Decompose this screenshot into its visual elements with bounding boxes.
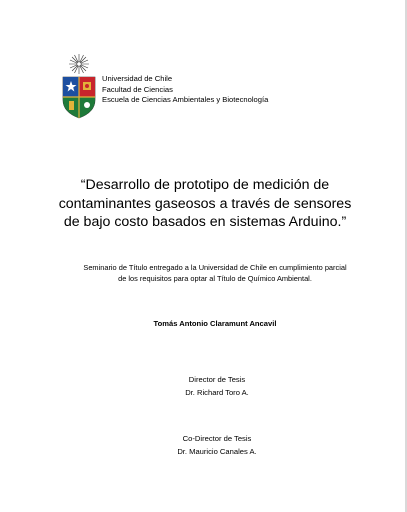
thesis-title bbox=[40, 176, 370, 232]
seminar-statement bbox=[40, 263, 390, 284]
institution-header bbox=[102, 74, 268, 106]
school-name: Escuela de Ciencias Ambientales y Biotecnología bbox=[102, 95, 269, 104]
author-name: Tomás Antonio Claramunt Ancavil bbox=[153, 319, 277, 328]
thesis-title-line: contaminantes gaseosos a través de sensores bbox=[58, 195, 352, 212]
director-name: Dr. Richard Toro A. bbox=[185, 388, 249, 397]
codirector-block bbox=[120, 432, 314, 458]
thesis-title-line: de bajo costo basados en sistemas Arduino.” bbox=[63, 214, 347, 230]
faculty-name: Facultad de Ciencias bbox=[102, 84, 173, 94]
university-name: Universidad de Chile bbox=[102, 74, 173, 83]
seminar-line: Seminario de Título entregado a la Universidad de Chile en cumplimiento parcial bbox=[83, 263, 347, 272]
director-role: Director de Tesis bbox=[188, 375, 246, 384]
university-of-chile-crest-icon bbox=[60, 52, 98, 120]
codirector-role: Co-Director de Tesis bbox=[182, 434, 252, 443]
codirector-name: Dr. Mauricio Canales A. bbox=[177, 447, 257, 456]
seminar-line: de los requisitos para optar al Título de Químico Ambiental. bbox=[118, 273, 312, 283]
director-block bbox=[120, 373, 314, 399]
thesis-title-line: “Desarrollo de prototipo de medición de bbox=[80, 177, 330, 193]
